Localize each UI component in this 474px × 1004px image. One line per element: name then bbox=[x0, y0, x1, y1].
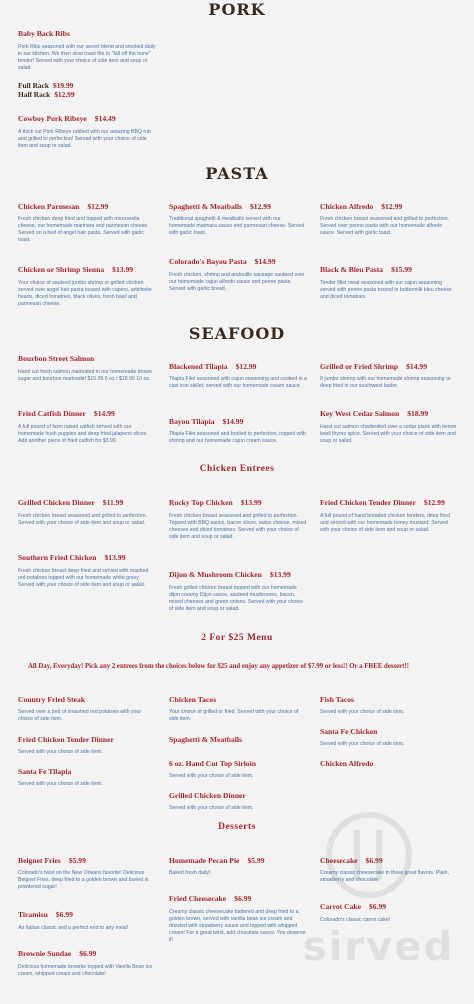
section-title-pork: PORK bbox=[208, 0, 266, 19]
menu-item-desc: Hand cut salmon charbroiled over a cedar plank with lemon basil thyme spice. Served with your choice of side item and soup or salad. bbox=[320, 424, 457, 445]
menu-item-name: Fried Cheesecake $6.99 bbox=[169, 894, 252, 903]
menu-item-name: Santa Fe Chicken bbox=[320, 727, 378, 736]
menu-item-name: Brownie Sundae $6.99 bbox=[18, 949, 97, 958]
price-label: Full Rack bbox=[18, 81, 50, 90]
menu-item-name: Fried Chicken Tender Dinner bbox=[18, 735, 114, 744]
menu-item-name: Grilled or Fried Shrimp $14.99 bbox=[320, 362, 428, 371]
menu-item-desc: Fresh chicken breast seasoned and grilled to perfection. Topped with BBQ sauce, bacon slices, swiss cheese, mixed cheeses and diced tomatoes. Served with your choice of side item and soup or salad. bbox=[169, 513, 307, 541]
menu-item-desc: Fresh chicken breast deep fried and served with mashed red potatoes topped with our homemade white gravy. Served with your choice of side item and soup or salad. bbox=[18, 568, 149, 589]
menu-item-desc: Fresh chicken, shrimp and andouille sausage sauteed over our homemade cajun alfredo sauce and penne pasta. Served with garlic bread. bbox=[169, 272, 305, 293]
menu-item-name: Rocky Top Chicken $13.99 bbox=[169, 498, 262, 507]
menu-item-desc: Colorado's classic carrot cake! bbox=[320, 917, 391, 923]
menu-item-desc: A thick cut Pork Ribeye rubbed with our amazing BBQ rub and grilled to perfection! Served with your choice of side item and soup or salad. bbox=[18, 129, 151, 150]
menu-item-desc: A full pound of farm raised catfish served with our homemade hush puppies and deep fried jalapeno slices. Add another piece of fried catfish for $3.99 bbox=[18, 424, 148, 445]
menu-item-desc: Fresh chicken breast seasoned and grilled to perfection. Served with your choice of side item and soup or salad. bbox=[18, 513, 147, 527]
section-title-desserts: Desserts bbox=[218, 822, 256, 832]
menu-item-desc: Served with your choice of side item. bbox=[169, 805, 254, 811]
section-title-two-for: 2 For $25 Menu bbox=[201, 633, 273, 643]
menu-item-name: Carrot Cake $6.99 bbox=[320, 902, 387, 911]
menu-item-desc: Traditional spaghetti & meatballs served with our homemade marinara sauce and parmesan cheese. Served with garlic toast. bbox=[169, 216, 305, 237]
menu-item-desc: Fresh grilled chicken breast topped with our homemade dijon creamy Dijon sauce, sauteed mushrooms, bacon, mixed cheeses and green onions. Served with your choice of side item and soup or salad. bbox=[169, 585, 304, 613]
menu-item-name: 6 oz. Hand Cut Top Sirloin bbox=[169, 759, 256, 768]
menu-item-desc: Creamy classic cheesecake in three great flavors. Plain, strawberry and chocolate. bbox=[320, 870, 449, 884]
menu-item-name: Key West Cedar Salmon $18.99 bbox=[320, 409, 429, 418]
section-title-pasta: PASTA bbox=[205, 164, 269, 183]
menu-item-name: Fish Tacos bbox=[320, 695, 354, 704]
menu-item-name: Cheesecake $6.99 bbox=[320, 856, 383, 865]
menu-item-name: Chicken Tacos bbox=[169, 695, 217, 704]
menu-item-desc: Served with your choice of side item. bbox=[18, 749, 103, 755]
menu-item-desc: Hand cut fresh salmon marinated in our homemade brown sugar and bourbon marinade! $15.99 6 oz / $18.99 10 oz. bbox=[18, 369, 152, 383]
menu-item-name: Bayou Tilapia $14.99 bbox=[169, 417, 244, 426]
menu-item-desc: Your choice of grilled or fried. Served with your choice of side item. bbox=[169, 709, 299, 723]
section-title-chicken: Chicken Entrees bbox=[199, 464, 275, 474]
promo-text: All Day, Everyday! Pick any 2 entrees from the choices below for $25 and enjoy any appetizer of $7.99 or less!! Or a FREE dessert!! bbox=[28, 663, 409, 670]
menu-item-desc: Delicious homemade brownie topped with Vanilla Bean ice cream, whipped cream and chocolate! bbox=[18, 964, 153, 978]
section-title-seafood: SEAFOOD bbox=[188, 324, 286, 343]
menu-item-desc: Pork Ribs seasoned with our secret blend and smoked daily in our kitchen. We then slow roast the to "fall off the bone" tender! Served with your choice of side item and soup or salad. bbox=[18, 44, 156, 72]
menu-item-desc: 8 jumbo shrimp with our homemade shrimp seasoning or deep fried in our southwest batter. bbox=[320, 376, 451, 390]
menu-item-name: Blackened Tilapia $12.99 bbox=[169, 362, 257, 371]
menu-item-desc: Served with your choice of side item. bbox=[320, 741, 405, 747]
menu-item-name: Country Fried Steak bbox=[18, 695, 86, 704]
menu-item-name: Grilled Chicken Dinner bbox=[169, 791, 246, 800]
menu-item-name: Dijon & Mushroom Chicken $13.99 bbox=[169, 570, 291, 579]
price-label: Half Rack bbox=[18, 90, 51, 99]
menu-item-desc: Baked fresh daily! bbox=[169, 870, 211, 876]
price-value: $12.99 bbox=[54, 90, 75, 99]
menu-item-name: Spaghetti & Meatballs bbox=[169, 735, 242, 744]
menu-item-name: Fried Chicken Tender Dinner $12.99 bbox=[320, 498, 445, 507]
menu-item-desc: Served with your choice of side item. bbox=[169, 773, 254, 779]
menu-item-name: Chicken Parmesan $12.99 bbox=[18, 202, 109, 211]
menu-item-desc: Colorado's twist on the New Orleans favorite! Delicious Beignet Fries, deep fried to a golden brown and buried in powdered sugar! bbox=[18, 870, 149, 891]
menu-item-desc: An Italian classic and a perfect end to any meal! bbox=[18, 925, 129, 931]
menu-item-name: Chicken Alfredo bbox=[320, 759, 374, 768]
menu-item-name: Cowboy Pork Ribeye $14.49 bbox=[18, 114, 116, 123]
menu-item-name: Black & Bleu Pasta $15.99 bbox=[320, 265, 412, 274]
menu-item-desc: Creamy classic cheesecake battered and deep fried to a golden brown, served with vanilla bean ice cream and drizzled with strawberry sauce and topped with whipped cream! For a great twist, add chocolate sauce. You deserve it! bbox=[169, 909, 306, 944]
menu-item-name: Colorado's Bayou Pasta $14.99 bbox=[169, 257, 276, 266]
menu-item-name: Bourbon Street Salmon bbox=[18, 354, 95, 363]
watermark-text: sirved bbox=[302, 924, 454, 970]
menu-item-name: Tiramisu $6.99 bbox=[18, 910, 73, 919]
price-value: $19.99 bbox=[53, 81, 74, 90]
price-row-half bbox=[18, 90, 75, 99]
menu-item-name: Santa Fe Tilapia bbox=[18, 767, 72, 776]
menu-item-desc: Served over a bed of smashed red potatoes with your choice of side item. bbox=[18, 709, 142, 723]
menu-item-desc: Served with your choice of side item. bbox=[320, 709, 405, 715]
menu-item-name: Baby Back Ribs bbox=[18, 29, 70, 38]
price-row-full bbox=[18, 81, 73, 90]
menu-item-name: Fried Catfish Dinner $14.99 bbox=[18, 409, 115, 418]
fork-knife-icon bbox=[324, 810, 414, 900]
menu-item-desc: Your choice of sauteed jumbo shrimp or grilled chicken served over angel hair pasta tossed with capers, artichoke hearts, diced tomatoes, black olives, fresh basil and parmesan cheese. bbox=[18, 280, 152, 308]
menu-item-name: Southern Fried Chicken $13.99 bbox=[18, 553, 126, 562]
menu-item-name: Homemade Pecan Pie $5.99 bbox=[169, 856, 265, 865]
menu-item-desc: Served with your choice of side item. bbox=[18, 781, 103, 787]
menu-item-desc: Fresh chicken deep fried and topped with mozzarella cheese, our homemade marinara and parmesan cheese. Served on a bed of angel hair pasta. Served with garlic toast. bbox=[18, 216, 149, 244]
menu-item-name: Chicken or Shrimp Sienna $13.99 bbox=[18, 265, 134, 274]
menu-item-name: Grilled Chicken Dinner $11.99 bbox=[18, 498, 124, 507]
sirved-watermark bbox=[284, 810, 454, 970]
menu-item-desc: Tilapia Filet seasoned with cajun seasoning and cooked in a cast iron skillet, served with our homemade cream sauce. bbox=[169, 376, 307, 390]
menu-item-name: Spaghetti & Meatballs $12.99 bbox=[169, 202, 271, 211]
menu-item-name: Beignet Fries $5.99 bbox=[18, 856, 86, 865]
menu-item-desc: Tilapia Filet seasoned and broiled to perfection, topped with shrimp and our homemade cajun cream sauce. bbox=[169, 431, 306, 445]
menu-item-name: Chicken Alfredo $12.99 bbox=[320, 202, 403, 211]
menu-item-desc: Fresh chicken breast seasoned and grilled to perfection. Served over penne pasta with our homemade alfredo sauce. Served with garlic toast. bbox=[320, 216, 449, 237]
menu-item-desc: A full pound of hand breaded chicken tenders, deep fried and served with our homemade honey mustard. Served with your choice of side item and soup or salad. bbox=[320, 513, 451, 534]
menu-item-desc: Tender fillet meat seasoned with our cajun seasoning served with penne pasta tossed in buttermilk bleu cheese and diced tomatoes. bbox=[320, 280, 452, 301]
